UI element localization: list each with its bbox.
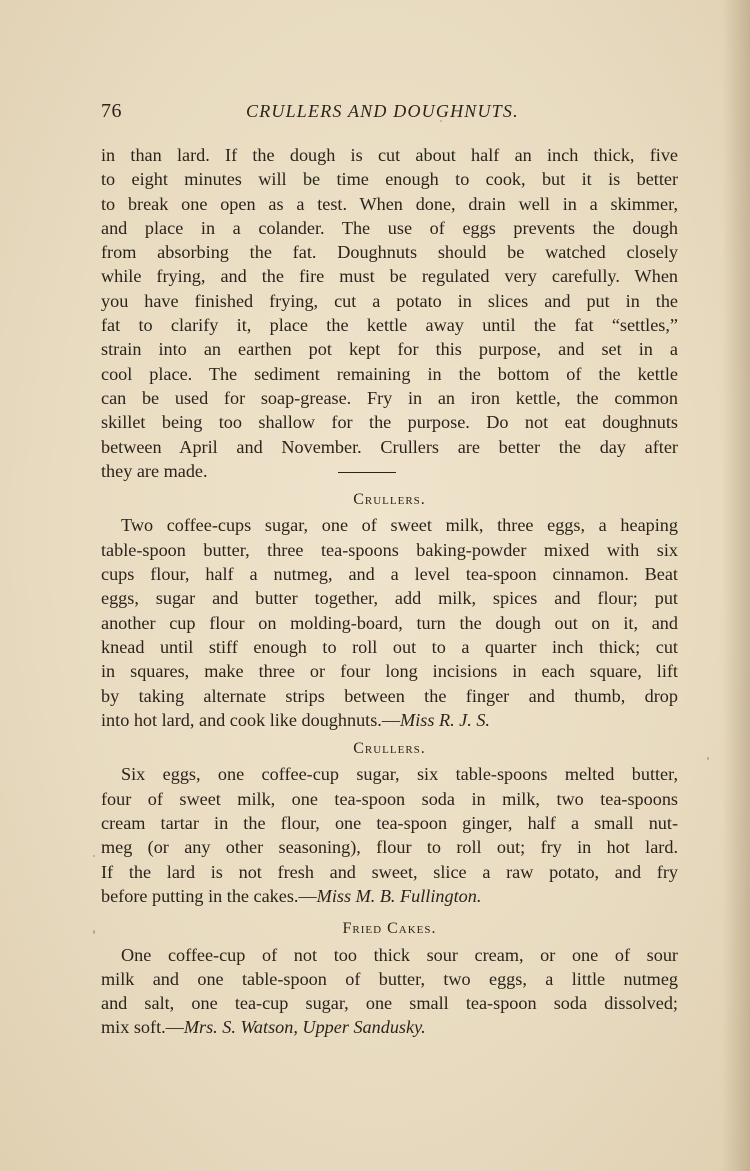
text-line: If the lard is not fresh and sweet, slice a raw potato, and fry: [101, 861, 678, 882]
text-line: and place in a colander. The use of eggs prevents the dough: [101, 217, 678, 238]
recipe-signature: Miss M. B. Fullington.: [316, 885, 482, 906]
text-line: milk and one table-spoon of butter, two eggs, a little nutmeg: [101, 968, 678, 989]
running-title: CRULLERS AND DOUGHNUTS.: [246, 101, 519, 121]
recipe-title: Crullers.: [353, 491, 426, 509]
text-line: eggs, sugar and butter together, add milk, spices and flour; put: [101, 588, 678, 609]
recipe-paragraph: [101, 943, 678, 1040]
page-edge-shadow: [722, 0, 750, 1171]
recipe-signature: Miss R. J. S.: [400, 709, 490, 730]
paper-speck: [440, 120, 442, 122]
text-line: between April and November. Crullers are better the day after: [101, 436, 678, 457]
text-line: by taking alternate strips between the finger and thumb, drop: [101, 685, 678, 706]
paper-speck: [707, 757, 709, 760]
text-fragment: mix soft.—: [101, 1017, 184, 1038]
text-line: One coffee-cup of not too thick sour cream, or one of sour: [121, 944, 678, 965]
text-line: skillet being too shallow for the purpose. Do not eat doughnuts: [101, 412, 678, 433]
page-header: [101, 100, 678, 126]
text-line: and salt, one tea-cup sugar, one small tea-spoon soda dissolved;: [101, 993, 678, 1014]
text-line: to break one open as a test. When done, drain well in a skimmer,: [101, 193, 678, 214]
recipe-title: Crullers.: [353, 740, 426, 758]
recipe-paragraph: [101, 762, 678, 908]
text-line: from absorbing the fat. Doughnuts should be watched closely: [101, 242, 678, 263]
text-line: cream tartar in the flour, one tea-spoon ginger, half a small nut-: [101, 813, 678, 834]
text-line: you have finished frying, cut a potato in slices and put in the: [101, 290, 678, 311]
text-line: another cup flour on molding-board, turn the dough out on it, and: [101, 612, 678, 633]
text-line: [101, 708, 678, 732]
recipe-paragraph: [101, 513, 678, 732]
text-fragment: into hot lard, and cook like doughnuts.—: [101, 709, 401, 730]
intro-paragraph: [101, 143, 678, 483]
text-line: can be used for soap-grease. Fry in an iron kettle, the common: [101, 387, 678, 408]
recipe-signature: Mrs. S. Watson, Upper Sandusky.: [183, 1017, 426, 1038]
text-line: Six eggs, one coffee-cup sugar, six table-spoons melted butter,: [121, 764, 678, 785]
text-line: [101, 459, 678, 483]
page-body: [101, 143, 678, 1040]
text-line: in squares, make three or four long incisions in each square, lift: [101, 661, 678, 682]
text-fragment: before putting in the cakes.—: [101, 885, 317, 906]
text-line: meg (or any other seasoning), flour to roll out; fry in hot lard.: [101, 837, 678, 858]
paper-speck: [93, 855, 95, 857]
text-line: cool place. The sediment remaining in the bottom of the kettle: [101, 363, 678, 384]
text-line: while frying, and the fire must be regulated very carefully. When: [101, 266, 678, 287]
text-line: [101, 884, 678, 908]
recipe-title: Fried Cakes.: [342, 920, 437, 938]
text-line: knead until stiff enough to roll out to a quarter inch thick; cut: [101, 636, 678, 657]
section-divider-rule: [338, 472, 396, 473]
text-line: [101, 1015, 678, 1039]
text-line: strain into an earthen pot kept for this purpose, and set in a: [101, 339, 678, 360]
text-line: Two coffee-cups sugar, one of sweet milk, three eggs, a heaping: [121, 515, 678, 536]
text-line: fat to clarify it, place the kettle away until the fat “settles,”: [101, 315, 678, 336]
text-line: table-spoon butter, three tea-spoons baking-powder mixed with six: [101, 539, 678, 560]
text-line: cups flour, half a nutmeg, and a level tea-spoon cinnamon. Beat: [101, 564, 678, 585]
page-number: 76: [101, 100, 122, 122]
text-line: four of sweet milk, one tea-spoon soda in milk, two tea-spoons: [101, 788, 678, 809]
paper-speck: [93, 930, 95, 934]
text-line: in than lard. If the dough is cut about half an inch thick, five: [101, 145, 678, 165]
text-line: to eight minutes will be time enough to cook, but it is better: [101, 169, 678, 190]
text-fragment: they are made.: [101, 460, 208, 481]
